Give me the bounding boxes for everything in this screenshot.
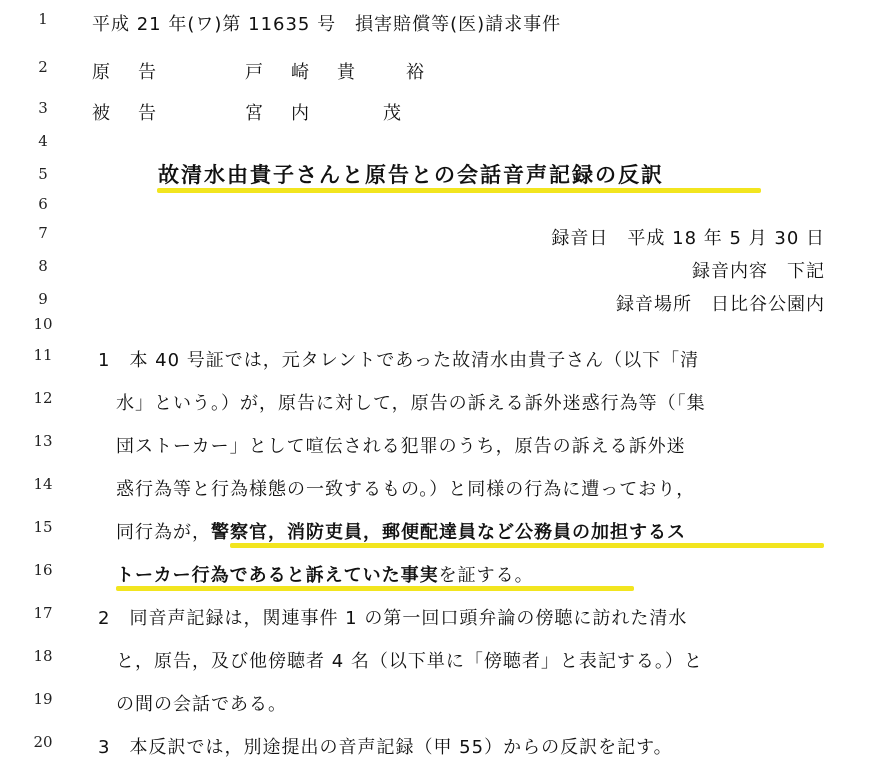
paragraph-1-line (116, 518, 686, 544)
line-number: 17 (33, 604, 53, 622)
line-13 (0, 432, 891, 462)
line-number: 12 (33, 389, 53, 407)
line-15 (0, 518, 891, 548)
paragraph-1-line: 水」という。）が，原告に対して，原告の訴える訴外迷惑行為等（「集 (116, 393, 706, 414)
paragraph-1-line (116, 561, 534, 587)
title-highlight (157, 188, 761, 193)
line-number: 6 (38, 195, 48, 213)
paragraph-1-line: 1 本 40 号証では，元タレントであった故清水由貴子さん（以下「清 (98, 350, 700, 371)
emphasized-text: トーカー行為であると訴えていた事実 (116, 565, 439, 586)
paragraph-1-line: 団ストーカー」として喧伝される犯罪のうち，原告の訴える訴外迷 (116, 436, 686, 457)
defendant-label: 被 告 (92, 103, 161, 124)
defendant-name: 宮 内 茂 (245, 103, 406, 124)
line-18 (0, 647, 891, 677)
line-3 (0, 99, 891, 129)
line-number: 18 (33, 647, 53, 665)
line-10 (0, 315, 891, 345)
line-7 (0, 224, 891, 254)
paragraph-2-line: 2 同音声記録は，関連事件 1 の第一回口頭弁論の傍聴に訪れた清水 (98, 608, 688, 629)
paragraph-2-line: の間の会話である。 (116, 694, 287, 715)
line-number: 15 (33, 518, 53, 536)
line-5 (0, 161, 891, 191)
line-number: 9 (38, 290, 48, 308)
plaintiff-name: 戸 崎 貴 裕 (245, 62, 429, 83)
line-number: 2 (38, 58, 48, 76)
recording-location: 録音場所 日比谷公園内 (616, 294, 825, 315)
paragraph-3-line: 3 本反訳では，別途提出の音声記録（甲 55）からの反訳を記す。 (98, 737, 673, 758)
paragraph-1-line: 惑行為等と行為様態の一致するもの。）と同様の行為に遭っており， (116, 479, 696, 500)
plain-text: を証する。 (438, 565, 534, 586)
line-number: 8 (38, 257, 48, 275)
line-number: 5 (38, 165, 48, 183)
line-number: 3 (38, 99, 48, 117)
paragraph-2-line: と，原告，及び他傍聴者 4 名（以下単に「傍聴者」と表記する。）と (116, 651, 703, 672)
line-1 (0, 10, 891, 40)
emphasized-text: 警察官，消防吏員，郵便配達員など公務員の加担するス (211, 522, 686, 543)
line-6 (0, 195, 891, 225)
line-number: 10 (33, 315, 53, 333)
line-number: 4 (38, 132, 48, 150)
line-17 (0, 604, 891, 634)
line-16 (0, 561, 891, 591)
line-2 (0, 58, 891, 88)
line-11 (0, 346, 891, 376)
line-number: 7 (38, 224, 48, 242)
recording-date: 録音日 平成 18 年 5 月 30 日 (551, 228, 825, 249)
emphasis-highlight (230, 543, 824, 548)
line-number: 16 (33, 561, 53, 579)
line-number: 20 (33, 733, 53, 751)
line-4 (0, 132, 891, 162)
line-20 (0, 733, 891, 763)
line-number: 11 (33, 346, 53, 364)
document-title: 故清水由貴子さんと原告との会話音声記録の反訳 (158, 163, 664, 187)
line-number: 19 (33, 690, 53, 708)
line-number: 14 (33, 475, 53, 493)
line-number: 13 (33, 432, 53, 450)
line-number: 1 (38, 10, 48, 28)
recording-content: 録音内容 下記 (692, 261, 825, 282)
line-8 (0, 257, 891, 287)
line-12 (0, 389, 891, 419)
case-number: 平成 21 年(ワ)第 11635 号 損害賠償等(医)請求事件 (92, 14, 562, 35)
emphasis-highlight (116, 586, 634, 591)
plaintiff-label: 原 告 (92, 62, 161, 83)
plain-text: 同行為が， (116, 522, 211, 543)
line-14 (0, 475, 891, 505)
line-19 (0, 690, 891, 720)
